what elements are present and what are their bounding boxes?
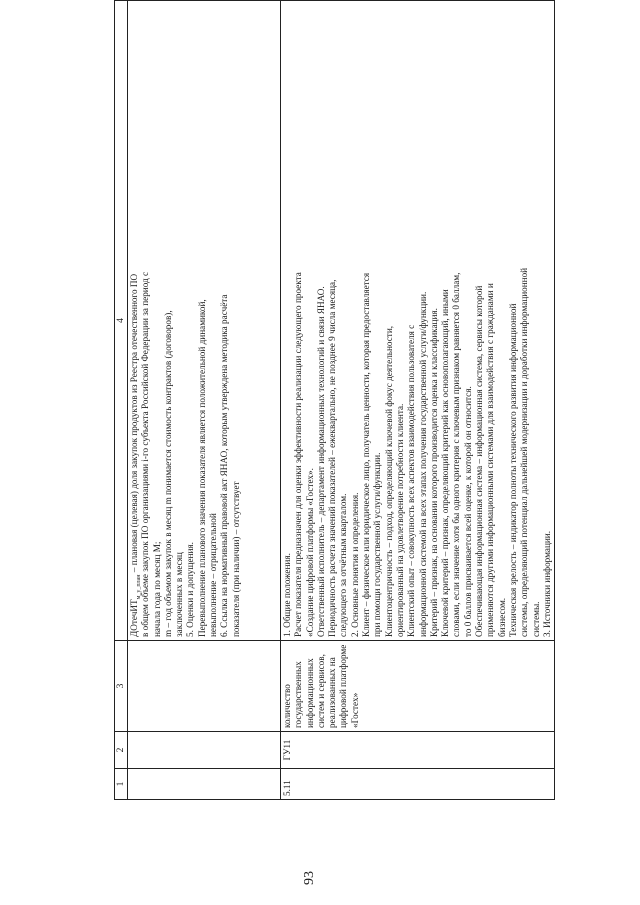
header-col-1: 1 [115,769,128,800]
row1-line: ДОтечИТ$_{м\_у\_план}$ – плановая (целевая) доля закупок продуктов из Реестра отечественного ПО [129,273,142,637]
row2-line: системы. [530,601,541,637]
row2-line: применяются другими информационными системами для взаимодействия с гражданами и [485,283,496,637]
row2-line: Клиент – физическое или юридическое лицо, получатель ценности, которая предоставляется [361,272,372,637]
row1-line: Перевыполнение планового значения показателя является положительной динамикой, [196,299,207,637]
row2-line: системы, определяющий потенциал дальнейшей модернизации и доработки информационной [519,267,530,637]
row2-line: бизнесом. [496,597,507,637]
page-number: 93 [302,871,317,885]
row2-line: при помощи государственной услуги/функции. [372,452,383,637]
row1-line: в общем объеме закупок ПО организациями i-го субъекта Российской Федерации за период с [140,271,151,637]
row1-line: 6. Ссылка на нормативный правовой акт ЯНАО, которым утверждена методика расчёта [219,294,230,637]
row2-line: 1. Общие положения. [282,553,292,637]
row1-line: 5. Оценки и допущения. [185,542,196,637]
row2-line: информационной системой на всех этапах получения государственной услуги/функции. [417,291,428,637]
row2-line: словами, если значение хотя бы одного критерия с ключевым признаком равняется 0 баллам, [451,272,462,637]
row2-line: Клиентоцентричность – подход, определяющий ключевой фокус деятельности, [383,325,394,637]
table-row [128,1,281,800]
row1-col-1 [128,769,281,800]
row1-line: начала года по месяц М; [151,541,162,637]
row2-line: 3. Источники информации. [541,531,552,637]
row2-line: «Создание цифровой платформы «Гостех». [304,468,315,637]
row1-line: заключенных в месяц [174,552,185,637]
header-col-2: 2 [115,732,128,769]
row1-line: невыполнение – отрицательной [208,513,219,637]
row2-line: Расчет показателя предназначен для оценки эффективности реализации следующего проекта [293,272,304,637]
row1-methodology-cell [128,1,281,641]
row1-col-3 [128,641,281,732]
row2-line: Техническая зрелость – индикатор полноты технического развития информационной [507,303,518,637]
row2-number: 5.11 [281,769,555,800]
indicator-table [114,0,555,800]
row1-line: показателя (при наличии) – отсутствует [230,481,241,637]
row2-line: то 0 баллов присваивается всей оценке, к которой он относится. [462,386,473,637]
row2-line: ориентированный на удовлетворение потребности клиента. [394,403,405,637]
row2-line: Критерий – признак, на основании которого производится оценка и классификация. [428,308,439,637]
row2-indicator-name: количество государственных информационных систем и сервисов, реализованных на цифровой платформе «Гостех» [281,641,555,732]
row2-line: Ответственный исполнитель – департамент информационных технологий и связи ЯНАО. [315,286,326,637]
row2-line: 2. Основные понятия и определения. [349,492,360,637]
table-header-row [115,1,128,800]
table-row [281,1,555,800]
header-col-3: 3 [115,641,128,732]
row2-line: Периодичность расчета значений показателей – ежеквартально, не позднее 9 числа месяца, [327,279,338,637]
row1-line: m – год объемом закупок в месяц m понимается стоимость контрактов (договоров), [162,310,173,637]
row2-line: следующего за отчётным кварталом. [338,493,349,637]
header-col-4: 4 [115,1,128,641]
row2-code: ГУ11 [281,732,555,769]
row2-methodology-cell [281,1,555,641]
row2-line: Ключевой критерий – признак, определяющий критерий как основополагающий, иными [440,289,451,637]
row2-line: Обеспечивающая информационная система – информационная система, сервисы которой [474,285,485,637]
rotated-table-container [114,0,552,800]
row1-col-2 [128,732,281,769]
row2-line: Клиентский опыт – совокупность всех аспектов взаимодействия пользователя с [406,324,417,637]
